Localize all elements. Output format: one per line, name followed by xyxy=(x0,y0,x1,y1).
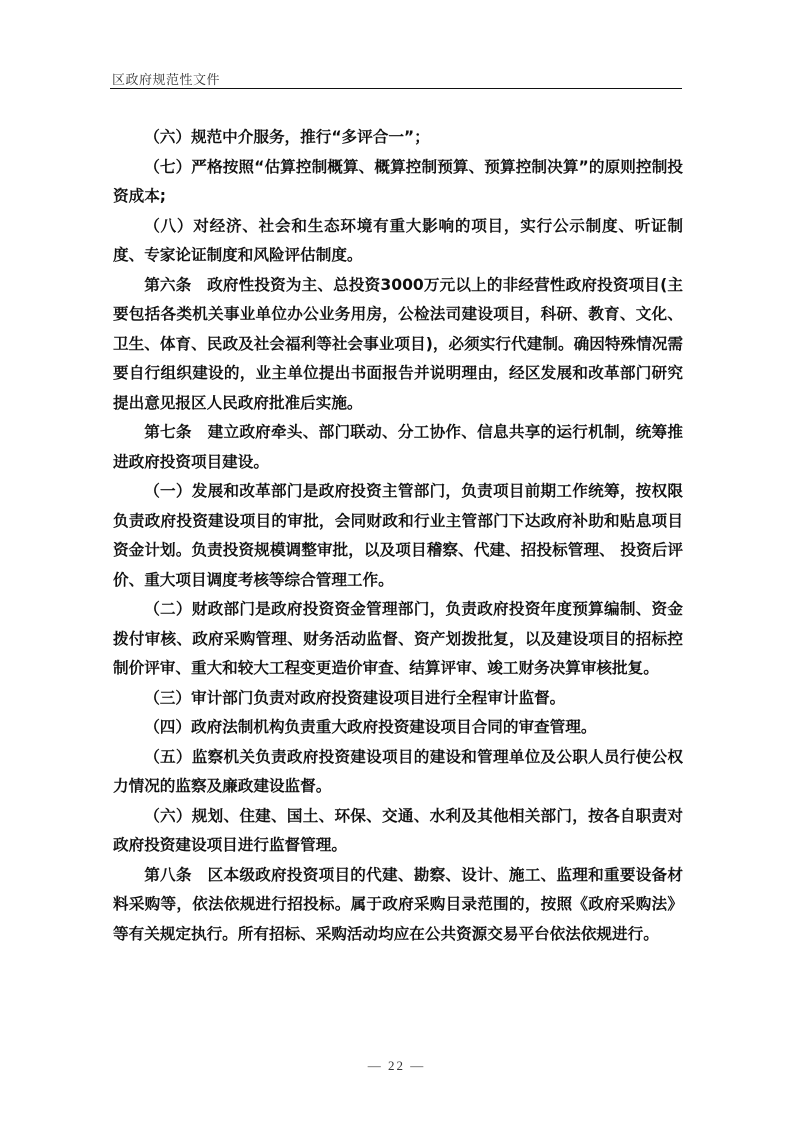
paragraph: （五）监察机关负责政府投资建设项目的建设和管理单位及公职人员行使公权力情况的监察及廉政建设监督。 xyxy=(113,747,683,795)
document-body xyxy=(113,123,683,949)
header-divider xyxy=(110,88,682,89)
paragraph: （六）规范中介服务，推行“多评合一”； xyxy=(144,128,430,146)
paragraph: （三）审计部门负责对政府投资建设项目进行全程审计监督。 xyxy=(144,688,566,707)
paragraph: （七）严格按照“估算控制概算、概算控制预算、预算控制决算”的原则控制投资成本; xyxy=(113,157,683,205)
running-header: 区政府规范性文件 xyxy=(112,73,221,88)
page-number: — 22 — xyxy=(367,1058,426,1073)
paragraph: （八）对经济、社会和生态环境有重大影响的项目，实行公示制度、听证制度、专家论证制度和风险评估制度。 xyxy=(113,216,683,264)
paragraph: 第六条 政府性投资为主、总投资3000万元以上的非经营性政府投资项目(主要包括各类机关事业单位办公业务用房，公检法司建设项目，科研、教育、文化、卫生、体育、民政及社会福利等社会事业项目)，必须实行代建制。确因特殊情况需要自行组织建设的，业主单位提出书面报告并说明理由，经区发展和改革部门研究提出意见报区人民政府批准后实施。 xyxy=(113,275,683,412)
paragraph: （二）财政部门是政府投资资金管理部门，负责政府投资年度预算编制、资金拨付审核、政府采购管理、财务活动监督、资产划拨批复，以及建设项目的招标控制价评审、重大和较大工程变更造价审查、结算评审、竣工财务决算审核批复。 xyxy=(113,600,683,677)
paragraph: 第八条 区本级政府投资项目的代建、勘察、设计、施工、监理和重要设备材料采购等，依法依规进行招投标。属于政府采购目录范围的，按照《政府采购法》等有关规定执行。所有招标、采购活动均应在公共资源交易平台依法依规进行。 xyxy=(113,865,683,943)
paragraph: 第七条 建立政府牵头、部门联动、分工协作、信息共享的运行机制，统筹推进政府投资项目建设。 xyxy=(113,423,683,471)
paragraph: （四）政府法制机构负责重大政府投资建设项目合同的审查管理。 xyxy=(144,718,597,736)
paragraph: （六）规划、住建、国土、环保、交通、水利及其他相关部门，按各自职责对政府投资建设项目进行监督管理。 xyxy=(113,806,683,854)
paragraph: （一）发展和改革部门是政府投资主管部门，负责项目前期工作统筹，按权限负责政府投资建设项目的审批，会同财政和行业主管部门下达政府补助和贴息项目资金计划。负责投资规模调整审批，以及项目稽察、代建、招投标管理、 投资后评价、重大项目调度考核等综合管理工作。 xyxy=(113,482,683,589)
